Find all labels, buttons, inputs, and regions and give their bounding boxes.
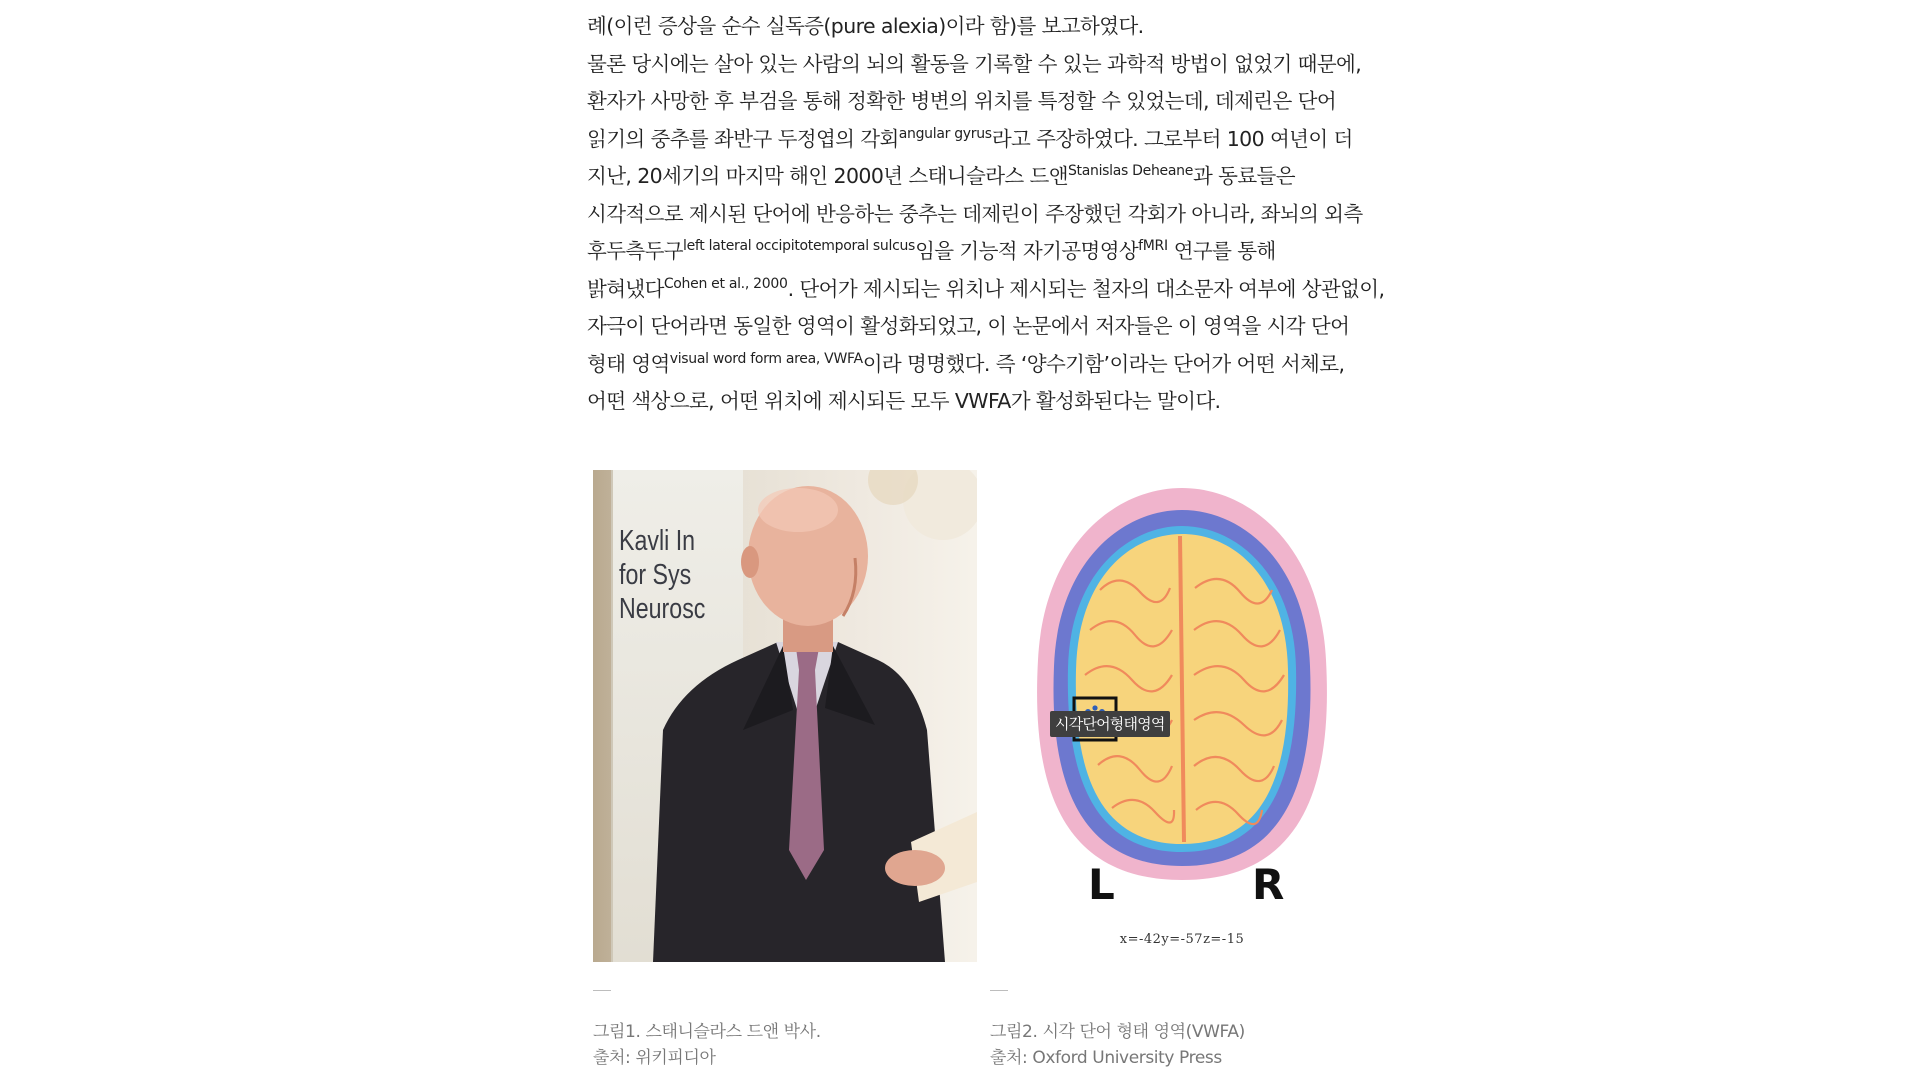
paragraph-text: 물론 당시에는 살아 있는 사람의 뇌의 활동을 기록할 수 있는 과학적 방법이 없었기 때문에, 환자가 사망한 후 부검을 통해 정확한 병변의 위치를 특정할 수 있었는데, 데제린은 단어 읽기의 중추를 좌반구 두정엽의 각회: [587, 51, 1362, 151]
citation-cohen: Cohen et al., 2000: [663, 275, 788, 292]
term-stanislas-dehaene: Stanislas Deheane: [1067, 163, 1194, 179]
paragraph-text: 이라 명명했다. 즉 ‘양수기함’이라는 단어가 어떤 서체로, 어떤 색상으로, 어떤 위치에 제시되든 모두 VWFA가 활성화된다는 말이다.: [587, 351, 1345, 413]
paragraph-1: [587, 8, 1387, 46]
paragraph-text: 과 동료들은 시각적으로 제시된 단어에 반응하는 중추는 데제린이 주장했던 각회가 아니라, 좌뇌의 외측 후두측두구: [587, 164, 1363, 263]
article-body: [587, 8, 1387, 421]
figure-2-caption: [990, 1019, 1374, 1071]
paragraph-text: . 단어가 제시되는 위치나 제시되는 철자의 대소문자 여부에 상관없이, 자극이 단어라면 동일한 영역이 활성화되었고, 이 논문에서 저자들은 이 영역을 시각 단어 형태 영역: [587, 276, 1385, 376]
brain-illustration: [990, 470, 1374, 962]
caption-source: 출처: Oxford University Press: [990, 1048, 1222, 1068]
caption-divider: [593, 990, 611, 991]
dehaene-photo: [593, 470, 977, 962]
figure-row: [593, 470, 1383, 1070]
paragraph-text: 례(이런 증상을 순수 실독증(pure alexia)이라 함)를 보고하였다.: [587, 14, 1144, 38]
person-illustration: [593, 470, 977, 962]
term-occipitotemporal-sulcus: left lateral occipitotemporal sulcus: [683, 238, 916, 254]
caption-source: 출처: 위키피디아: [593, 1048, 716, 1068]
caption-title: 그림2. 시각 단어 형태 영역(VWFA): [990, 1022, 1245, 1042]
paragraph-text: 연구를 통해 밝혀냈다: [587, 239, 1276, 301]
caption-divider: [990, 990, 1008, 991]
term-vwfa: visual word form area, VWFA: [669, 350, 863, 367]
term-fmri: fMRI: [1138, 238, 1168, 254]
paragraph-text: 임을 기능적 자기공명영상: [915, 239, 1139, 263]
caption-title: 그림1. 스태니슬라스 드앤 박사.: [593, 1022, 821, 1042]
figure-1: [593, 470, 977, 1071]
mni-coordinates: x=-42y=-57z=-15: [1119, 932, 1245, 947]
paragraph-2: [587, 46, 1387, 421]
kavli-banner-text: Kavli In for Sys Neurosc: [619, 525, 706, 625]
left-hemisphere-marker: L: [1088, 860, 1115, 909]
right-hemisphere-marker: R: [1252, 860, 1285, 909]
vwfa-region-label: 시각단어형태영역: [1050, 711, 1170, 737]
figure-2: [990, 470, 1374, 1071]
figure-1-caption: [593, 1019, 977, 1071]
term-angular-gyrus: angular gyrus: [898, 125, 992, 142]
paragraph-text: 라고 주장하였다. 그로부터 100 여년이 더 지난, 20세기의 마지막 해인 2000년 스태니슬라스 드앤: [587, 126, 1353, 188]
brain-diagram: [990, 470, 1374, 962]
